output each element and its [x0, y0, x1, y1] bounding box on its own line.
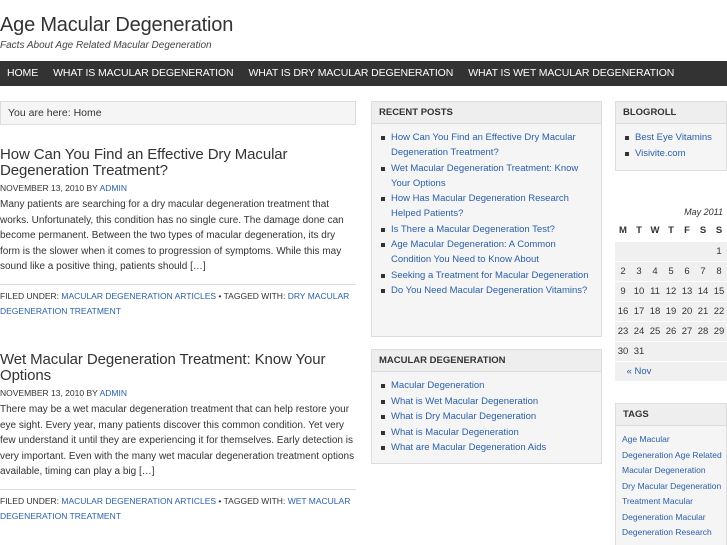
calendar-day: 3: [631, 261, 647, 281]
calendar-day: 11: [647, 281, 663, 301]
calendar-week-row: [615, 301, 727, 321]
calendar-day: 1: [711, 241, 727, 261]
post-meta: [0, 489, 356, 524]
weekday-label: T: [663, 221, 679, 241]
widget-title: BLOGROLL: [616, 102, 726, 124]
recent-post-link[interactable]: How Can You Find an Effective Dry Macular Degeneration Treatment?: [378, 130, 595, 160]
tag-link[interactable]: DRY MACULAR DEGENERATION TREATMENT: [0, 290, 350, 316]
calendar-day: 5: [663, 261, 679, 281]
tag-cloud-link[interactable]: Dry Macular Degeneration: [622, 480, 722, 491]
calendar-day: 23: [615, 321, 631, 341]
tags-widget: [615, 403, 727, 545]
weekday-label: W: [647, 221, 663, 241]
page-link[interactable]: Macular Degeneration: [378, 378, 595, 393]
nav-item-what-is-dry-macular-degeneration[interactable]: WHAT IS DRY MACULAR DEGENERATION: [248, 67, 454, 79]
calendar-day: 15: [711, 281, 727, 301]
calendar-footer-pad: [663, 361, 679, 381]
post-1: [0, 147, 356, 319]
calendar-footer-pad: [679, 361, 727, 381]
page-link[interactable]: What are Macular Degeneration Aids: [378, 440, 595, 455]
tag-cloud-link[interactable]: Degeneration Macular: [622, 511, 706, 522]
page-link[interactable]: What is Dry Macular Degeneration: [378, 409, 595, 424]
calendar-day: 9: [615, 281, 631, 301]
post-by-label: BY: [86, 388, 98, 398]
calendar-week-row: [615, 261, 727, 281]
calendar-day: 18: [647, 301, 663, 321]
calendar-day: [647, 341, 663, 361]
widget-title: RECENT POSTS: [372, 102, 601, 124]
calendar-day: 12: [663, 281, 679, 301]
page-link[interactable]: What is Macular Degeneration: [378, 425, 595, 440]
calendar-day: 29: [711, 321, 727, 341]
calendar-day: 17: [631, 301, 647, 321]
main-content: [0, 101, 356, 125]
tag-cloud-link[interactable]: Degeneration Age Related: [622, 449, 722, 460]
post-title[interactable]: How Can You Find an Effective Dry Macular Degeneration Treatment?: [0, 146, 288, 179]
calendar-day: [647, 241, 663, 261]
recent-post-link[interactable]: How Has Macular Degeneration Research Helped Patients?: [378, 191, 595, 221]
widget-title: MACULAR DEGENERATION: [372, 350, 601, 372]
calendar-day: [663, 341, 679, 361]
calendar-day: 4: [647, 261, 663, 281]
calendar-day: [679, 241, 695, 261]
site-header: [0, 0, 727, 60]
breadcrumb: You are here: Home: [0, 101, 356, 125]
post-author-link[interactable]: ADMIN: [99, 183, 127, 193]
calendar-day: 10: [631, 281, 647, 301]
calendar-day: 16: [615, 301, 631, 321]
filed-under-label: FILED UNDER:: [0, 495, 60, 506]
tag-cloud-link[interactable]: Macular Degeneration: [622, 465, 706, 475]
post-byline: [0, 183, 356, 193]
calendar-day: 2: [615, 261, 631, 281]
post-date: NOVEMBER 13, 2010: [0, 388, 85, 398]
tagged-with-label: TAGGED WITH:: [223, 290, 286, 301]
calendar-table: [615, 221, 727, 382]
post-by-label: BY: [86, 183, 98, 193]
calendar-day: 20: [679, 301, 695, 321]
page-link[interactable]: What is Wet Macular Degeneration: [378, 394, 595, 409]
calendar-day: 14: [695, 281, 711, 301]
main-nav: [0, 61, 727, 86]
recent-post-link[interactable]: Wet Macular Degeneration Treatment: Know Your Options: [378, 161, 595, 191]
tagged-with-label: TAGGED WITH:: [223, 495, 286, 506]
post-date: NOVEMBER 13, 2010: [0, 183, 85, 193]
tag-cloud: [616, 426, 726, 545]
calendar-day: 13: [679, 281, 695, 301]
tag-cloud-link[interactable]: Treatment Macular: [622, 496, 694, 506]
blogroll-link[interactable]: Best Eye Vitamins: [622, 130, 720, 145]
calendar-day: 8: [711, 261, 727, 281]
weekday-label: S: [695, 221, 711, 241]
calendar-day: 30: [615, 341, 631, 361]
blogroll-widget: [615, 101, 727, 171]
site-description: Facts About Age Related Macular Degeneration: [0, 40, 212, 51]
calendar-day: 21: [695, 301, 711, 321]
calendar-day: [631, 241, 647, 261]
calendar-day: [695, 341, 711, 361]
calendar-day: 31: [631, 341, 647, 361]
weekday-label: M: [615, 221, 631, 241]
category-link[interactable]: MACULAR DEGENERATION ARTICLES: [61, 495, 217, 506]
calendar-day: [711, 341, 727, 361]
site-title[interactable]: Age Macular Degeneration: [0, 14, 234, 36]
weekday-label: F: [679, 221, 695, 241]
calendar-day: 26: [663, 321, 679, 341]
calendar-week-row: [615, 341, 727, 361]
widget-title: TAGS: [616, 404, 726, 426]
calendar-week-row: [615, 241, 727, 261]
recent-posts-widget: [371, 101, 602, 337]
post-2: [0, 352, 356, 524]
calendar-day: 22: [711, 301, 727, 321]
post-meta: [0, 284, 356, 319]
recent-post-link[interactable]: Seeking a Treatment for Macular Degeneration: [378, 268, 595, 283]
calendar-widget: [615, 207, 727, 382]
weekday-label: T: [631, 221, 647, 241]
calendar-week-row: [615, 321, 727, 341]
calendar-prev-link[interactable]: « Nov: [615, 361, 663, 381]
calendar-day: [663, 241, 679, 261]
calendar-header-row: [615, 221, 727, 241]
calendar-week-row: [615, 281, 727, 301]
recent-post-link[interactable]: Age Macular Degeneration: A Common Condition You Need to Know About: [378, 237, 595, 267]
recent-post-link[interactable]: Do You Need Macular Degeneration Vitamins?: [378, 283, 595, 298]
calendar-day: 6: [679, 261, 695, 281]
calendar-day: 24: [631, 321, 647, 341]
tag-cloud-link[interactable]: Age Macular: [622, 434, 670, 444]
post-title[interactable]: Wet Macular Degeneration Treatment: Know Your Options: [0, 351, 326, 384]
calendar-day: 28: [695, 321, 711, 341]
calendar-day: 27: [679, 321, 695, 341]
nav-item-what-is-macular-degeneration[interactable]: WHAT IS MACULAR DEGENERATION: [53, 67, 234, 79]
post-excerpt: Many patients are searching for a dry macular degeneration treatment that works. Unfortunately, this condition has no single cure. The damage done can become permanent. Between the two types of macular degeneration, its dry form is the slower when it comes to progression of symptoms. While this may sound like a positive thing, patients should […]: [0, 199, 344, 272]
calendar-footer-row: [615, 361, 727, 381]
macular-degeneration-widget: [371, 349, 602, 464]
calendar-caption: May 2011: [684, 207, 723, 217]
meta-separator: •: [218, 495, 222, 506]
post-author-link[interactable]: ADMIN: [99, 388, 127, 398]
filed-under-label: FILED UNDER:: [0, 290, 60, 301]
calendar-day: [615, 241, 631, 261]
calendar-day: 19: [663, 301, 679, 321]
weekday-label: S: [711, 221, 727, 241]
nav-item-what-is-wet-macular-degeneration[interactable]: WHAT IS WET MACULAR DEGENERATION: [468, 67, 675, 79]
tag-cloud-link[interactable]: Degeneration Research: [622, 527, 712, 537]
tag-link[interactable]: WET MACULAR DEGENERATION TREATMENT: [0, 495, 351, 521]
post-byline: [0, 388, 356, 398]
calendar-day: 25: [647, 321, 663, 341]
calendar-day: 7: [695, 261, 711, 281]
category-link[interactable]: MACULAR DEGENERATION ARTICLES: [61, 290, 217, 301]
calendar-day: [695, 241, 711, 261]
nav-item-home[interactable]: HOME: [7, 67, 39, 79]
recent-post-link[interactable]: Is There a Macular Degeneration Test?: [378, 222, 595, 237]
meta-separator: •: [218, 290, 222, 301]
post-excerpt: There may be a wet macular degeneration treatment that can help restore your eye sight. Every year, many patients discover this common condition. Yet very few understand it until they are experiencing it for themselves. Early detection is very important. Even with the many wet macular degeneration treatment options available, timing can play a big […]: [0, 404, 355, 477]
calendar-day: [679, 341, 695, 361]
blogroll-link[interactable]: Visivite.com: [622, 146, 720, 161]
